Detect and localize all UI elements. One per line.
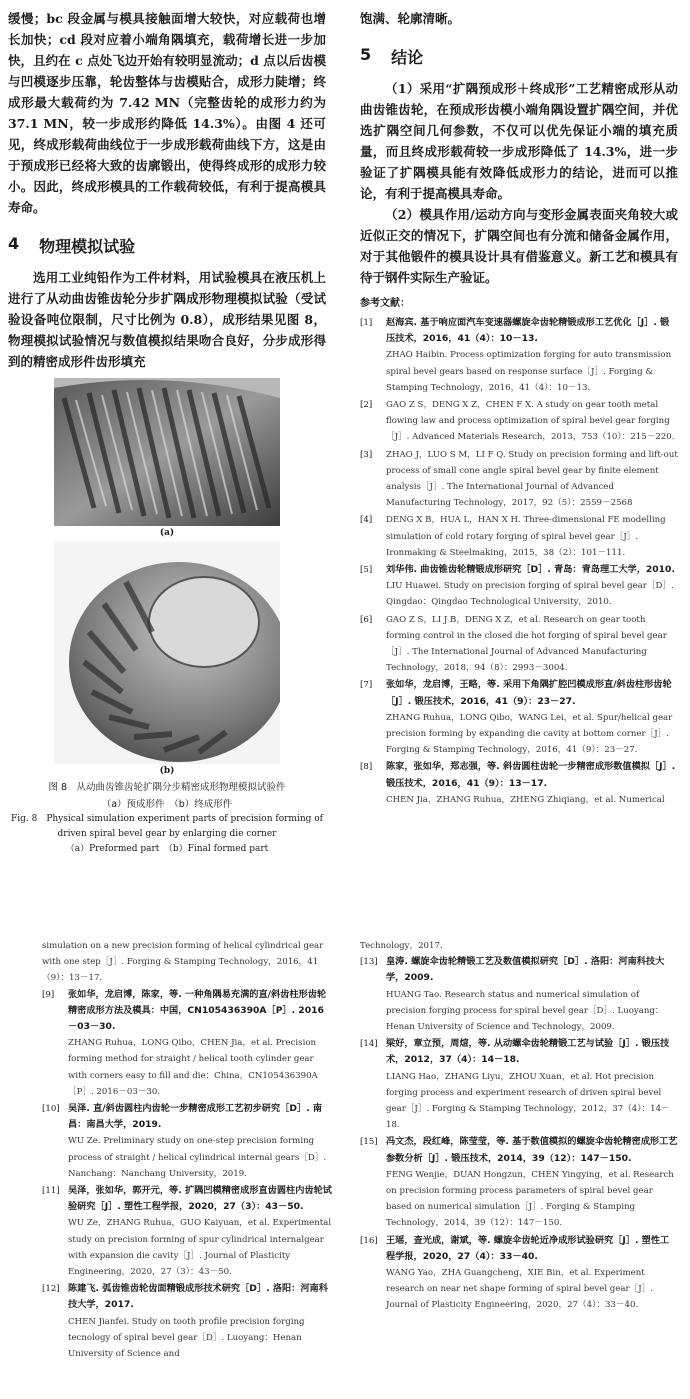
- figure-caption-cn: 图 8 从动曲齿锥齿轮扩隅分步精密成形物理模拟试验件: [48, 782, 286, 793]
- reference-item: [5] 刘华伟. 曲齿锥齿轮精锻成形研究［D］. 青岛：青岛理工大学，2010. LIU Huawei. Study on precision forging of spiral bevel gear［D］. Qingdao：Qingdao Technological University，2010.: [360, 564, 675, 608]
- subfigure-label-a: (a): [159, 528, 175, 538]
- gear-photo-a: [54, 378, 280, 526]
- body-paragraph: 缓慢；bc 段金属与模具接触面增大较快，对应载荷也增长加快；cd 段对应着小端角隅填充，载荷增长进一步加快，且约在 c 点处飞边开始有较明显流动；d 点以后齿模与凹模逐步压靠，轮齿整体与齿模贴合，成形力陡增；终成形最大载荷约为 7.42 MN（完整齿轮的成形力约为37.1 MN，较一步成形约降低 14.3%）。由图 4 还可见，终成形载荷曲线位于一步成形载荷曲线下方，这是由于预成形已经将大致的齿廓锻出，使得终成形的成形力较小。因此，终成形模具的工作载荷较低，有利于提高模具寿命。: [8, 11, 326, 215]
- references-heading: 参考文献：: [360, 298, 410, 309]
- reference-item: [3] ZHAO J，LUO S M，LI F Q. Study on precision forming and lift-out process of small cone angle spiral bevel gear by finite element analysis［J］. The International Journal of Advanced Manufacturing Technology，2017，92（5）：2559－2568: [360, 449, 678, 509]
- section-number: 4: [8, 234, 20, 253]
- gear-photo-b: [54, 542, 280, 764]
- reference-continuation: simulation on a new precision forming of helical cylindrical gear with one step［J］. Forging & Stamping Technology，2016，41（9）：13－17.: [42, 941, 324, 984]
- reference-list-lower-left: [42, 938, 332, 1363]
- right-column: [360, 8, 678, 809]
- body-paragraph: 选用工业纯铅作为工件材料，用试验模具在液压机上进行了从动曲齿锥齿轮分步扩隅成形物理模拟试验（受试验设备吨位限制，尺寸比例为 0.8），成形结果见图 8，物理模拟试验情况与数值模拟结果吻合良好，分步成形得到的精密成形件齿形填充: [8, 270, 326, 369]
- left-column: [8, 8, 326, 857]
- section-title: 物理模拟试验: [39, 237, 136, 256]
- section-heading-5: [360, 45, 678, 68]
- subfigure-label-b: (b): [159, 766, 175, 776]
- reference-item: [12] 陈建飞. 弧齿锥齿轮齿面精锻成形技术研究［D］. 洛阳：河南科技大学，2017. CHEN Jianfei. Study on tooth profile precision forging tecnology of spiral bevel gear［D］. Luoyang：Henan University of Science and: [42, 1283, 328, 1360]
- figure-caption-en-2: driven spiral bevel gear by enlarging die corner: [57, 829, 277, 839]
- reference-item: [16] 王瑶，查光成，谢斌，等. 螺旋伞齿轮近净成形试验研究［J］. 塑性工程学报，2020，27（4）：33－40. WANG Yao，ZHA Guangcheng，XIE Bin，et al. Experiment research on near net shape forming of spiral bevel gear［J］. Journal of Plasticity Engineering，2020，27（4）：33－40.: [360, 1234, 670, 1311]
- conclusion-paragraph-1: （1）采用“扩隅预成形＋终成形”工艺精密成形从动曲齿锥齿轮，在预成形齿模小端角隅设置扩隅空间，并优选扩隅空间几何参数，不仅可以优先保证小端的填充质量，而且终成形载荷较一步成形降低了 14.3%，进一步验证了扩隅模具能有效降低成形力的结论，进而可以推论，有利于提高模具寿命。: [360, 81, 678, 201]
- figure-caption-cn-sub: （a）预成形件 （b）终成形件: [101, 799, 233, 810]
- reference-item: [9] 张如华，龙启博，陈家，等. 一种角隅易充满的直/斜齿柱形齿轮精密成形方法及模具：中国，CN105436390A［P］. 2016－03－30. ZHANG Ruhua，LONG Qibo，CHEN Jia，et al. Precision forming method for straight / helical tooth cylinder gear with corners easy to fill and die：China，CN105436390A［P］. 2016－03－30.: [42, 988, 327, 1097]
- reference-item: [11] 吴泽，张如华，郭开元，等. 扩隅凹模精密成形直齿圆柱内齿轮试验研究［J］. 塑性工程学报，2020，27（3）：43－50. WU Ze，ZHANG Ruhua，GUO Kaiyuan，et al. Experimental study on precision forming of spur cylindrical internalgear with expansion die cavity［J］. Journal of Plasticity Engineering，2020，27（3）：43－50.: [42, 1185, 332, 1278]
- section-number: 5: [360, 45, 372, 64]
- reference-item: [1] 赵海宾. 基于响应面汽车变速器螺旋伞齿轮精锻成形工艺优化［J］. 锻压技术，2016，41（4）：10－13. ZHAO Haibin. Process optimization forging for auto transmission spiral bevel gears based on response surface［J］. Forging & Stamping Technology，2016，41（4）：10－13.: [360, 317, 672, 393]
- reference-item: [2] GAO Z S，DENG X Z，CHEN F X. A study on gear tooth metal flowing law and process optimization of spiral bevel gear forging［J］. Advanced Materials Research，2013，753（10）：215－220.: [360, 400, 675, 443]
- reference-item: [14] 梁好，章立预，周煊，等. 从动螺伞齿轮精锻工艺与试验［J］. 锻压技术，2012，37（4）：14－18. LIANG Hao，ZHANG Liyu，ZHOU Xuan，et al. Hot precision forging process and experiment research of driven spiral bevel gear［J］. Forging & Stamping Technology，2012，37（4）：14－18.: [360, 1038, 670, 1131]
- reference-item: [13] 皇涛. 螺旋伞齿轮精锻工艺及数值模拟研究［D］. 洛阳：河南科技大学，2009. HUANG Tao. Research status and numerical simulation of precision forging process for spiral bevel gear［D］. Luoyang：Henan University of Science and Technology，2009.: [360, 956, 665, 1033]
- figure-caption-en: Fig. 8 Physical simulation experiment parts of precision forming of: [10, 814, 323, 824]
- reference-list-lower-right: [360, 938, 678, 1315]
- figure-8: [8, 378, 326, 857]
- section-title: 结论: [391, 48, 424, 67]
- conclusion-paragraph-2: （2）模具作用/运动方向与变形金属表面夹角较大或近似正交的情况下，扩隅空间也有分流和储备金属作用，对于其他锻件的模具设计具有借鉴意义。新工艺和模具有待于钢件实际生产验证。: [360, 207, 678, 285]
- section-heading-4: [8, 234, 326, 257]
- figure-caption-en-sub: （a）Preformed part （b）Final formed part: [65, 844, 269, 854]
- reference-item: [4] DENG X B，HUA L，HAN X H. Three-dimensional FE modelling simulation of cold rotary forging of spiral bevel gear［J］. Ironmaking & Steelmaking，2015，38（2）：101－111.: [360, 515, 666, 558]
- reference-item: [6] GAO Z S，LI J B，DENG X Z，et al. Research on gear tooth forming control in the closed die hot forging of spiral bevel gear［J］. The International Journal of Advanced Manufacturing Technology，2018，94（8）：2993－3004.: [360, 614, 667, 674]
- body-paragraph: 饱满、轮廓清晰。: [360, 11, 461, 26]
- reference-item: [7] 张如华，龙启博，王略，等. 采用下角隅扩腔凹模成形直/斜齿柱形齿轮［J］. 锻压技术，2016，41（9）：23－27. ZHANG Ruhua，LONG Qibo，WANG Lei，et al. Spur/helical gear precision forming by expanding die cavity at bottom corner［J］. Forging & Stamping Technology，2016，41（9）：23－27.: [360, 679, 673, 756]
- reference-list: [360, 315, 678, 808]
- reference-item: [10] 吴泽. 直/斜齿圆柱内齿轮一步精密成形工艺初步研究［D］. 南昌：南昌大学，2019. WU Ze. Preliminary study on one-step precision forming process of straight / helical cylindrical internal gears［D］. Nanchang：Nanchang University，2019.: [42, 1103, 327, 1179]
- reference-item: [15] 冯文杰，段红峰，陈莹莹，等. 基于数值模拟的螺旋伞齿轮精密成形工艺参数分析［J］. 锻压技术，2014，39（12）：147－150. FENG Wenjie，DUAN Hongzun，CHEN Yingying，et al. Research on precision forming process parameters of spiral bevel gear based on numerical simulation［J］. Forging & Stamping Technology，2014，39（12）：147－150.: [360, 1136, 678, 1229]
- reference-item: [8] 陈家，张如华，郑志强，等. 斜齿圆柱齿轮一步精密成形数值模拟［J］. 锻压技术，2016，41（9）：13－17. CHEN Jia，ZHANG Ruhua，ZHENG Zhiqiang，et al. Numerical: [360, 761, 676, 805]
- reference-continuation: Technology，2017.: [360, 941, 443, 951]
